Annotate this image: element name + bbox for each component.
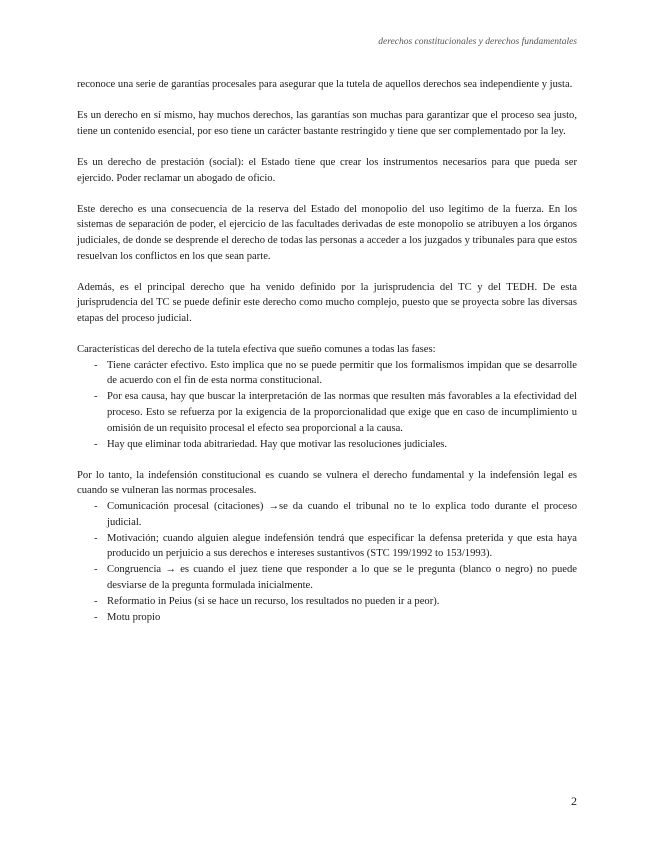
list-item: - Motivación; cuando alguien alegue indefensión tendrá que especificar la defensa preterida y que esta haya producido un perjuicio a sus derechos e intereses sustantivos (STC 199/1992 to 153/1993). [77, 531, 577, 562]
paragraph: Este derecho es una consecuencia de la reserva del Estado del monopolio del uso legítimo de la fuerza. En los sistemas de separación de poder, el ejercicio de las facultades derivadas de este monopolio se atribuyen a los órganos judiciales, de donde se desprende el derecho de todas las personas a acceder a los juzgados y tribunales para que estos resuelvan los conflictos en los que sean parte. [77, 203, 577, 262]
list-intro: Por lo tanto, la indefensión constitucional es cuando se vulnera el derecho fundamental y la indefensión legal es cuando se vulneran las normas procesales. [77, 469, 577, 497]
page-number: 2 [571, 794, 577, 808]
list-item: - Por esa causa, hay que buscar la interpretación de las normas que resulten más favorables a la efectividad del proceso. Esto se refuerza por la exigencia de la proporcionalidad que exige que en caso de incumplimiento u omisión de un requisito procesal el efecto sea proporcional a la causa. [77, 389, 577, 436]
list-item: - Comunicación procesal (citaciones) →se da cuando el tribunal no te lo explica todo durante el proceso judicial. [77, 499, 577, 530]
guarantees-list [77, 499, 577, 626]
paragraph: Además, es el principal derecho que ha venido definido por la jurisprudencia del TC y del TEDH. De esta jurisprudencia del TC se puede definir este derecho como mucho complejo, puesto que se proyecta sobre las diversas etapas del proceso judicial. [77, 281, 577, 324]
list-item: - Hay que eliminar toda abitrariedad. Hay que motivar las resoluciones judiciales. [77, 437, 577, 453]
list-item: - Reformatio in Peius (si se hace un recurso, los resultados no pueden ir a peor). [77, 594, 577, 610]
list-item: - Tiene carácter efectivo. Esto implica que no se puede permitir que los formalismos impidan que se desarrolle de acuerdo con el fin de esta norma constitucional. [77, 358, 577, 389]
document-body [77, 77, 577, 641]
characteristics-list [77, 358, 577, 453]
paragraph: reconoce una serie de garantías procesales para asegurar que la tutela de aquellos derechos sea independiente y justa. [77, 79, 573, 90]
running-header: derechos constitucionales y derechos fundamentales [378, 37, 577, 47]
list-item: - Congruencia → es cuando el juez tiene que responder a lo que se le pregunta (blanco o negro) no puede desviarse de la pregunta formulada inicialmente. [77, 562, 577, 593]
list-item: - Motu propio [77, 610, 577, 626]
list-intro: Características del derecho de la tutela efectiva que sueño comunes a todas las fases: [77, 344, 436, 356]
paragraph: Es un derecho de prestación (social): el Estado tiene que crear los instrumentos necesarios para que pueda ser ejercido. Poder reclamar un abogado de oficio. [77, 156, 577, 184]
paragraph: Es un derecho en sí mismo, hay muchos derechos, las garantías son muchas para garantizar que el proceso sea justo, tiene un contenido esencial, por eso tiene un carácter bastante restringido y tiene que ser complementado por la ley. [77, 110, 577, 137]
